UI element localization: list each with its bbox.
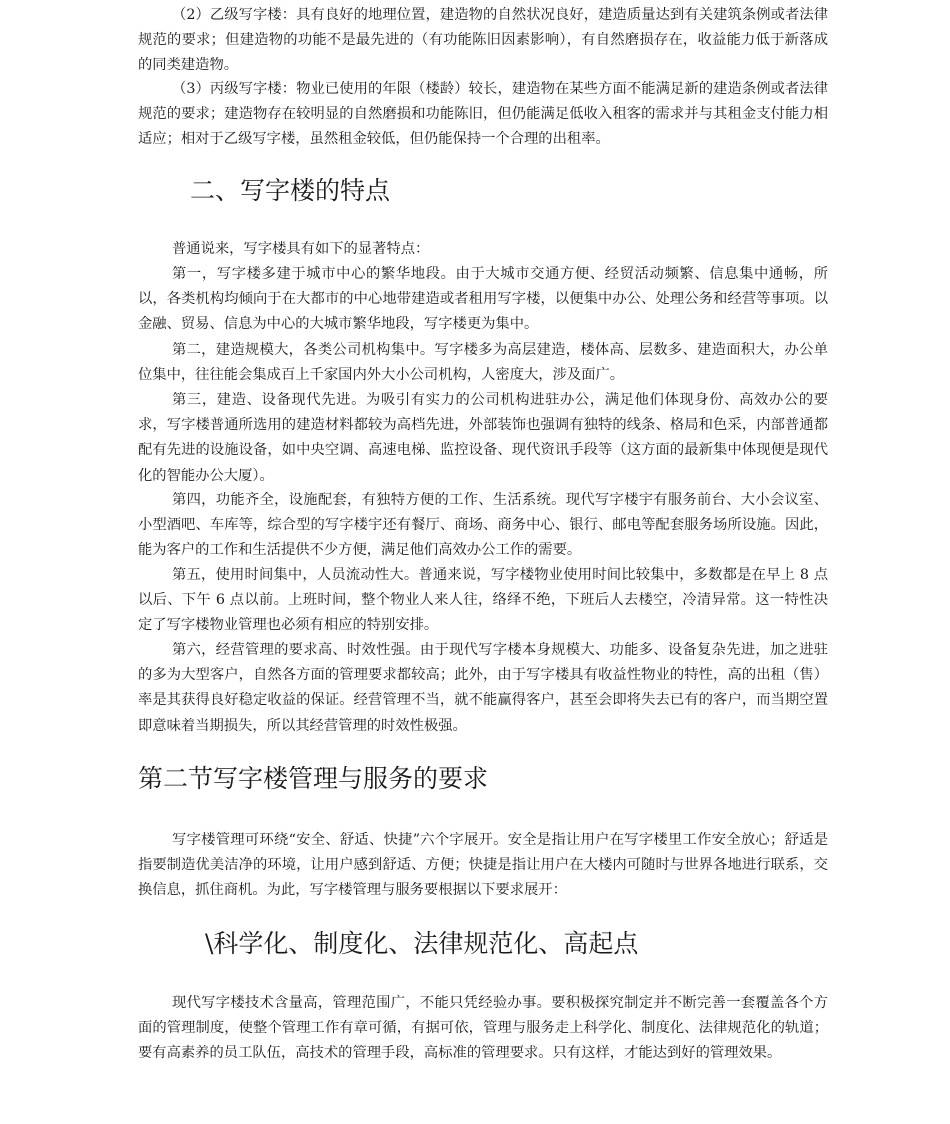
paragraph-fifth: 第五，使用时间集中，人员流动性大。普通来说，写字楼物业使用时间比较集中，多数都是在早上 8 点以后、下午 6 点以前。上班时间，整个物业人来人往，络绎不绝，下班后人去楼空，冷清异常。这一特性决定了写字楼物业管理也必须有相应的特别安排。: [138, 567, 828, 634]
heading-section-two: 第二节写字楼管理与服务的要求: [138, 764, 489, 793]
paragraph-grade-b-office: （2）乙级写字楼：具有良好的地理位置，建造物的自然状况良好，建造质量达到有关建筑条例或者法律规范的要求；但建造物的功能不是最先进的（有功能陈旧因素影响），有自然磨损存在，收益能力低于新落成的同类建造物。: [138, 7, 828, 74]
paragraph-intro: 普通说来，写字楼具有如下的显著特点：: [172, 241, 430, 257]
paragraph-second: 第二，建造规模大，各类公司机构集中。写字楼多为高层建造，楼体高、层数多、建造面积大，办公单位集中，往往能会集成百上千家国内外大小公司机构，人密度大，涉及面广。: [138, 342, 828, 384]
paragraph-management-principles: 写字楼管理可环绕“安全、舒适、快捷”六个字展开。安全是指让用户在写字楼里工作安全放心；舒适是指要制造优美洁净的环境，让用户感到舒适、方便；快捷是指让用户在大楼内可随时与世界各地进行联系，交换信息，抓住商机。为此，写字楼管理与服务要根据以下要求展开：: [138, 832, 828, 899]
paragraph-third: 第三，建造、设备现代先进。为吸引有实力的公司机构进驻办公，满足他们体现身份、高效办公的要求，写字楼普通所选用的建造材料都较为高档先进，外部装饰也强调有独特的线条、格局和色采，内部普通都配有先进的设施设备，如中央空调、高速电梯、监控设备、现代资讯手段等（这方面的最新集中体现便是现代化的智能办公大厦）。: [138, 392, 828, 484]
paragraph-fourth: 第四，功能齐全，设施配套，有独特方便的工作、生活系统。现代写字楼宇有服务前台、大小会议室、小型酒吧、车库等，综合型的写字楼宇还有餐厅、商场、商务中心、银行、邮电等配套服务场所设施。因此，能为客户的工作和生活提供不少方便，满足他们高效办公工作的需要。: [138, 492, 828, 559]
paragraph-sixth: 第六，经营管理的要求高、时效性强。由于现代写字楼本身规模大、功能多、设备复杂先进，加之进驻的多为大型客户，自然各方面的管理要求都较高；此外，由于写字楼具有收益性物业的特性，高的出租（售）率是其获得良好稳定收益的保证。经营管理不当，就不能赢得客户，甚至会即将失去已有的客户，而当期空置即意味着当期损失，所以其经营管理的时效性极强。: [138, 642, 828, 734]
heading-scientific-management: \科学化、制度化、法律规范化、高起点: [205, 929, 639, 958]
paragraph-management-system: 现代写字楼技术含量高，管理范围广，不能只凭经验办事。要积极探究制定并不断完善一套覆盖各个方面的管理制度，使整个管理工作有章可循，有据可依，管理与服务走上科学化、制度化、法律规范化的轨道；要有高素养的员工队伍，高技术的管理手段，高标准的管理要求。只有这样，才能达到好的管理效果。: [138, 995, 828, 1062]
paragraph-grade-c-office: （3）丙级写字楼：物业已使用的年限（楼龄）较长，建造物在某些方面不能满足新的建造条例或者法律规范的要求；建造物存在较明显的自然磨损和功能陈旧，但仍能满足低收入租客的需求并与其租金支付能力相适应；相对于乙级写字楼，虽然租金较低，但仍能保持一个合理的出租率。: [138, 81, 828, 148]
paragraph-first: 第一，写字楼多建于城市中心的繁华地段。由于大城市交通方便、经贸活动频繁、信息集中通畅，所以，各类机构均倾向于在大都市的中心地带建造或者租用写字楼，以便集中办公、处理公务和经营等事项。以金融、贸易、信息为中心的大城市繁华地段，写字楼更为集中。: [138, 266, 828, 333]
heading-office-characteristics: 二、写字楼的特点: [190, 176, 391, 205]
